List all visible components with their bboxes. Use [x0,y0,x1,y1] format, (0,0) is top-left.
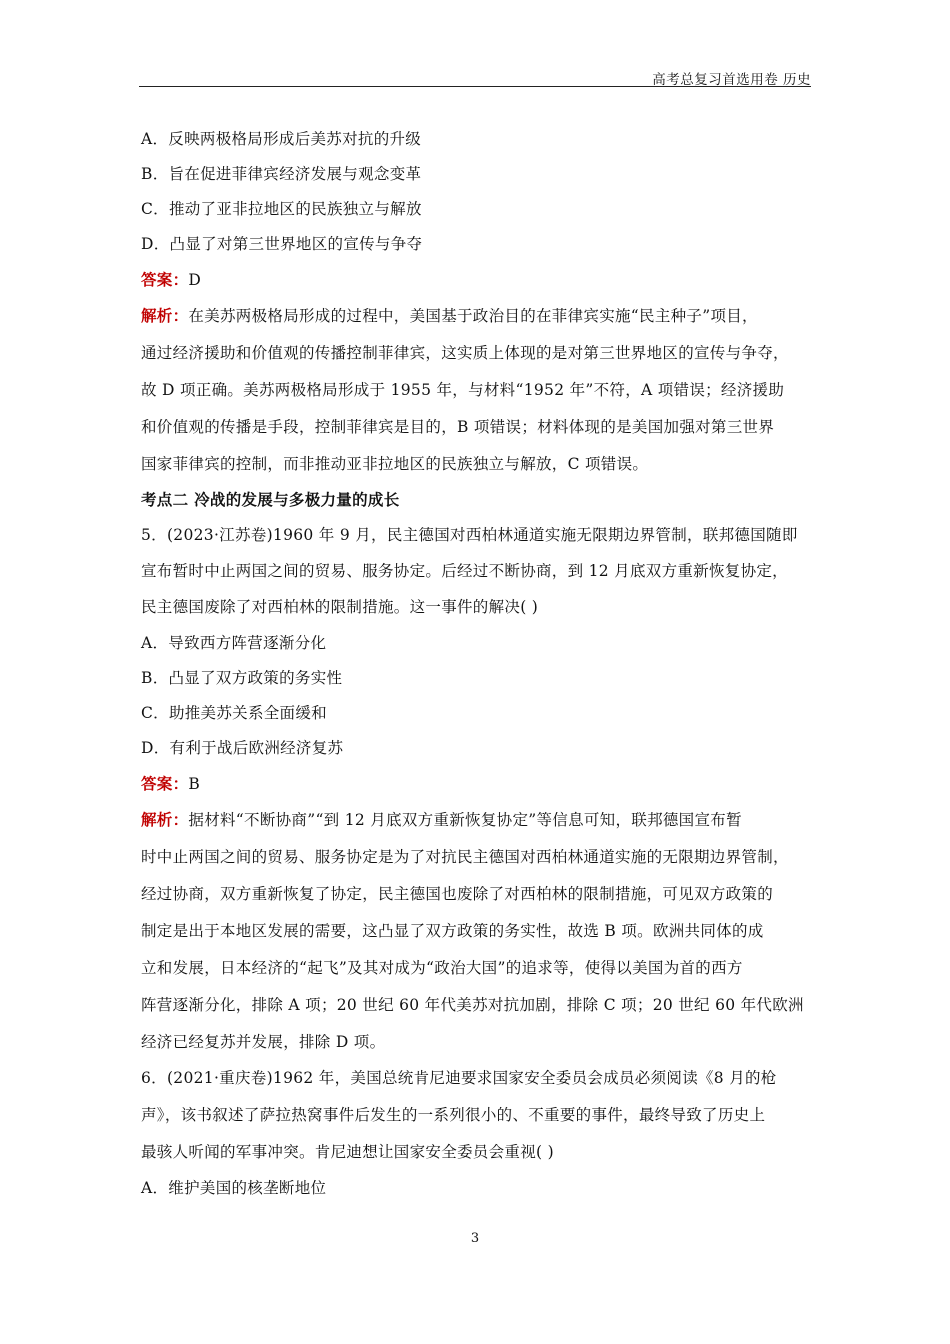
q4-analysis-line-2: 通过经济援助和价值观的传播控制菲律宾，这实质上体现的是对第三世界地区的宣传与争夺， [141,344,789,362]
q6-option-a: A．维护美国的核垄断地位 [141,1179,327,1197]
q4-analysis-line-3: 故 D 项正确。美苏两极格局形成于 1955 年，与材料“1952 年”不符，A 项错误；经济援助 [141,381,785,399]
q5-analysis-line-2: 时中止两国之间的贸易、服务协定是为了对抗民主德国对西柏林通道实施的无限期边界管制， [141,848,789,866]
q4-analysis-label: 解析： [141,306,189,325]
q5-option-a: A．导致西方阵营逐渐分化 [141,634,327,652]
q6-stem-line-3: 最骇人听闻的军事冲突。肯尼迪想让国家安全委员会重视( ) [141,1143,554,1161]
q4-option-c: C．推动了亚非拉地区的民族独立与解放 [141,200,422,218]
q5-option-b: B．凸显了双方政策的务实性 [141,669,343,687]
q5-analysis-line-1 [141,808,742,830]
q5-analysis-line-5: 立和发展，日本经济的“起飞”及其对成为“政治大国”的追求等，使得以美国为首的西方 [141,959,743,977]
q5-answer-label: 答案： [141,774,189,793]
q5-analysis-label: 解析： [141,810,189,829]
q5-analysis-text-1: 据材料“不断协商”“到 12 月底双方重新恢复协定”等信息可知，联邦德国宣布暂 [188,811,742,829]
q4-analysis-line-1 [141,304,758,326]
q5-answer [141,772,200,794]
page-header [139,66,811,87]
page-number: 3 [470,1231,480,1246]
q5-analysis-line-4: 制定是出于本地区发展的需要，这凸显了双方政策的务实性，故选 B 项。欧洲共同体的成 [141,922,764,940]
section-heading: 考点二 冷战的发展与多极力量的成长 [141,490,400,509]
q4-answer [141,268,201,290]
q4-option-b: B．旨在促进菲律宾经济发展与观念变革 [141,165,422,183]
q4-answer-value: D [188,271,202,289]
q5-option-d: D．有利于战后欧洲经济复苏 [141,739,344,757]
q4-option-a: A．反映两极格局形成后美苏对抗的升级 [141,130,422,148]
q5-option-c: C．助推美苏关系全面缓和 [141,704,327,722]
q4-answer-label: 答案： [141,270,189,289]
q4-analysis-text-1: 在美苏两极格局形成的过程中，美国基于政治目的在菲律宾实施“民主种子”项目， [188,307,758,325]
q5-stem-line-3: 民主德国废除了对西柏林的限制措施。这一事件的解决( ) [141,598,539,616]
q5-stem-line-2: 宣布暂时中止两国之间的贸易、服务协定。后经过不断协商，到 12 月底双方重新恢复协定， [141,562,788,580]
q5-analysis-line-3: 经过协商，双方重新恢复了协定，民主德国也废除了对西柏林的限制措施，可见双方政策的 [141,885,774,903]
q5-analysis-line-7: 经济已经复苏并发展，排除 D 项。 [141,1033,386,1051]
q6-stem-line-2: 声》，该书叙述了萨拉热窝事件后发生的一系列很小的、不重要的事件，最终导致了历史上 [141,1106,766,1124]
q4-option-d: D．凸显了对第三世界地区的宣传与争夺 [141,235,423,253]
q5-answer-value: B [188,775,201,793]
q4-analysis-line-5: 国家菲律宾的控制，而非推动亚非拉地区的民族独立与解放，C 项错误。 [141,455,649,473]
q6-stem-line-1: 6．(2021·重庆卷)1962 年，美国总统肯尼迪要求国家安全委员会成员必须阅读《8 月的枪 [141,1069,777,1087]
header-title: 高考总复习首选用卷 历史 [652,72,811,88]
q5-stem-line-1: 5．(2023·江苏卷)1960 年 9 月，民主德国对西柏林通道实施无限期边界管制，联邦德国随即 [141,526,798,544]
q5-analysis-line-6: 阵营逐渐分化，排除 A 项；20 世纪 60 年代美苏对抗加剧，排除 C 项；20 世纪 60 年代欧洲 [141,996,804,1014]
q4-analysis-line-4: 和价值观的传播是手段，控制菲律宾是目的，B 项错误；材料体现的是美国加强对第三世界 [141,418,775,436]
